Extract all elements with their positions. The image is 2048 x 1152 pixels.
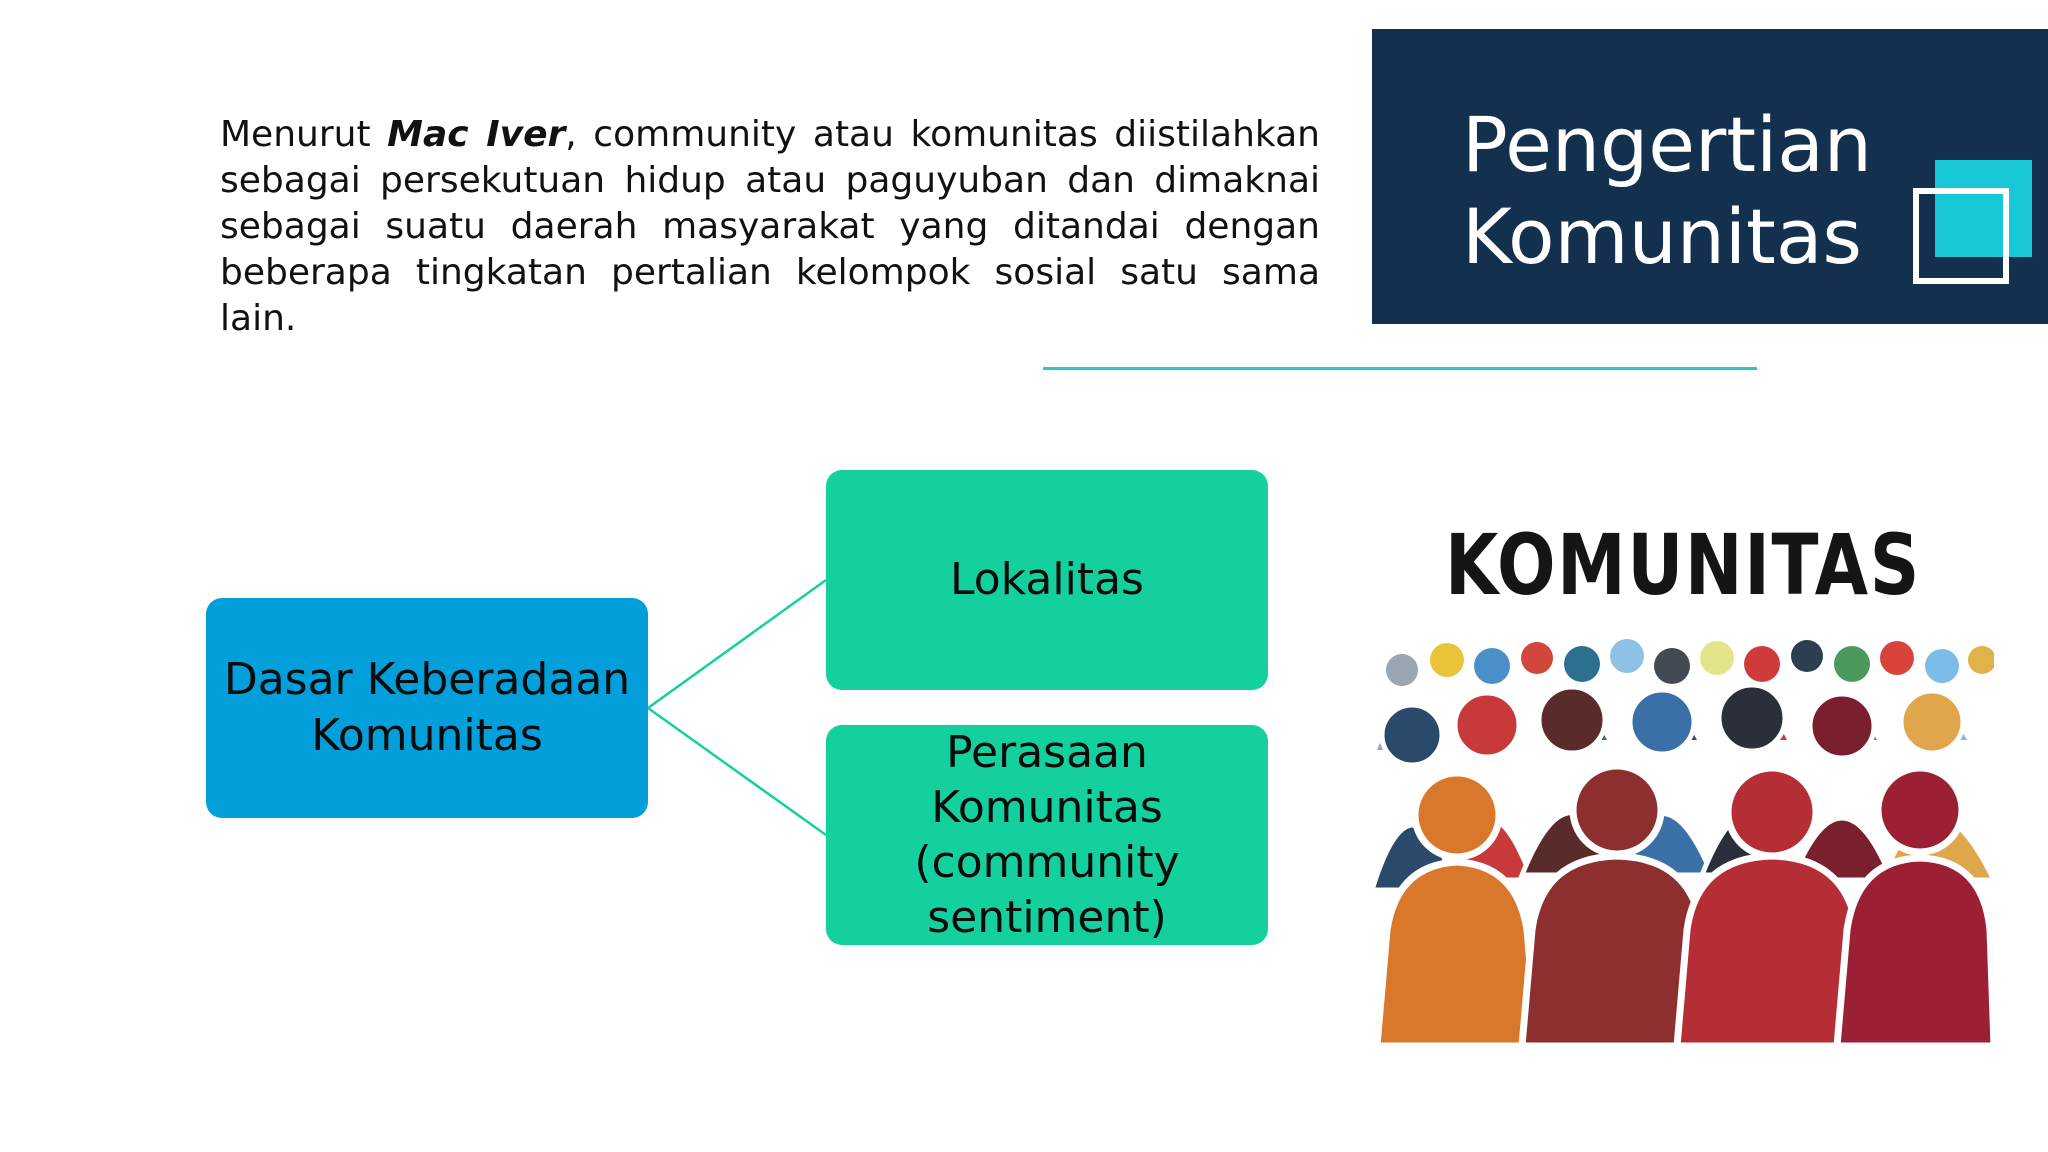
intro-text: , community atau komunitas diistilahkan sebagai persekutuan hidup atau paguyuban dan dimaknai sebagai suatu daerah masyarakat yang ditandai dengan beberapa tingkatan pertalian kelompok sosial satu sama lain. <box>220 114 1320 339</box>
slide-title-line1: Pengertian <box>1462 100 1872 189</box>
crowd-front-row <box>1377 766 1994 1046</box>
diagram-node-perasaan-label: Perasaan Komunitas (community sentiment) <box>914 727 1180 943</box>
diagram-node-lokalitas-label: Lokalitas <box>950 554 1144 605</box>
crowd-icon <box>1372 630 1994 1046</box>
slide-title-line2: Komunitas <box>1462 192 1863 281</box>
komunitas-illustration <box>1372 480 1994 1046</box>
diagram-root-label: Dasar Keberadaan Komunitas <box>223 654 631 761</box>
diagram-root-node <box>206 598 648 818</box>
illustration-title: KOMUNITAS <box>1445 516 1921 614</box>
diagram-node-perasaan <box>826 725 1268 945</box>
connector-line-perasaan <box>648 708 826 835</box>
intro-author: Mac Iver <box>387 114 566 155</box>
intro-prefix: Menurut <box>220 114 388 155</box>
diagram-node-lokalitas <box>826 470 1268 690</box>
connector-line-lokalitas <box>648 580 826 708</box>
